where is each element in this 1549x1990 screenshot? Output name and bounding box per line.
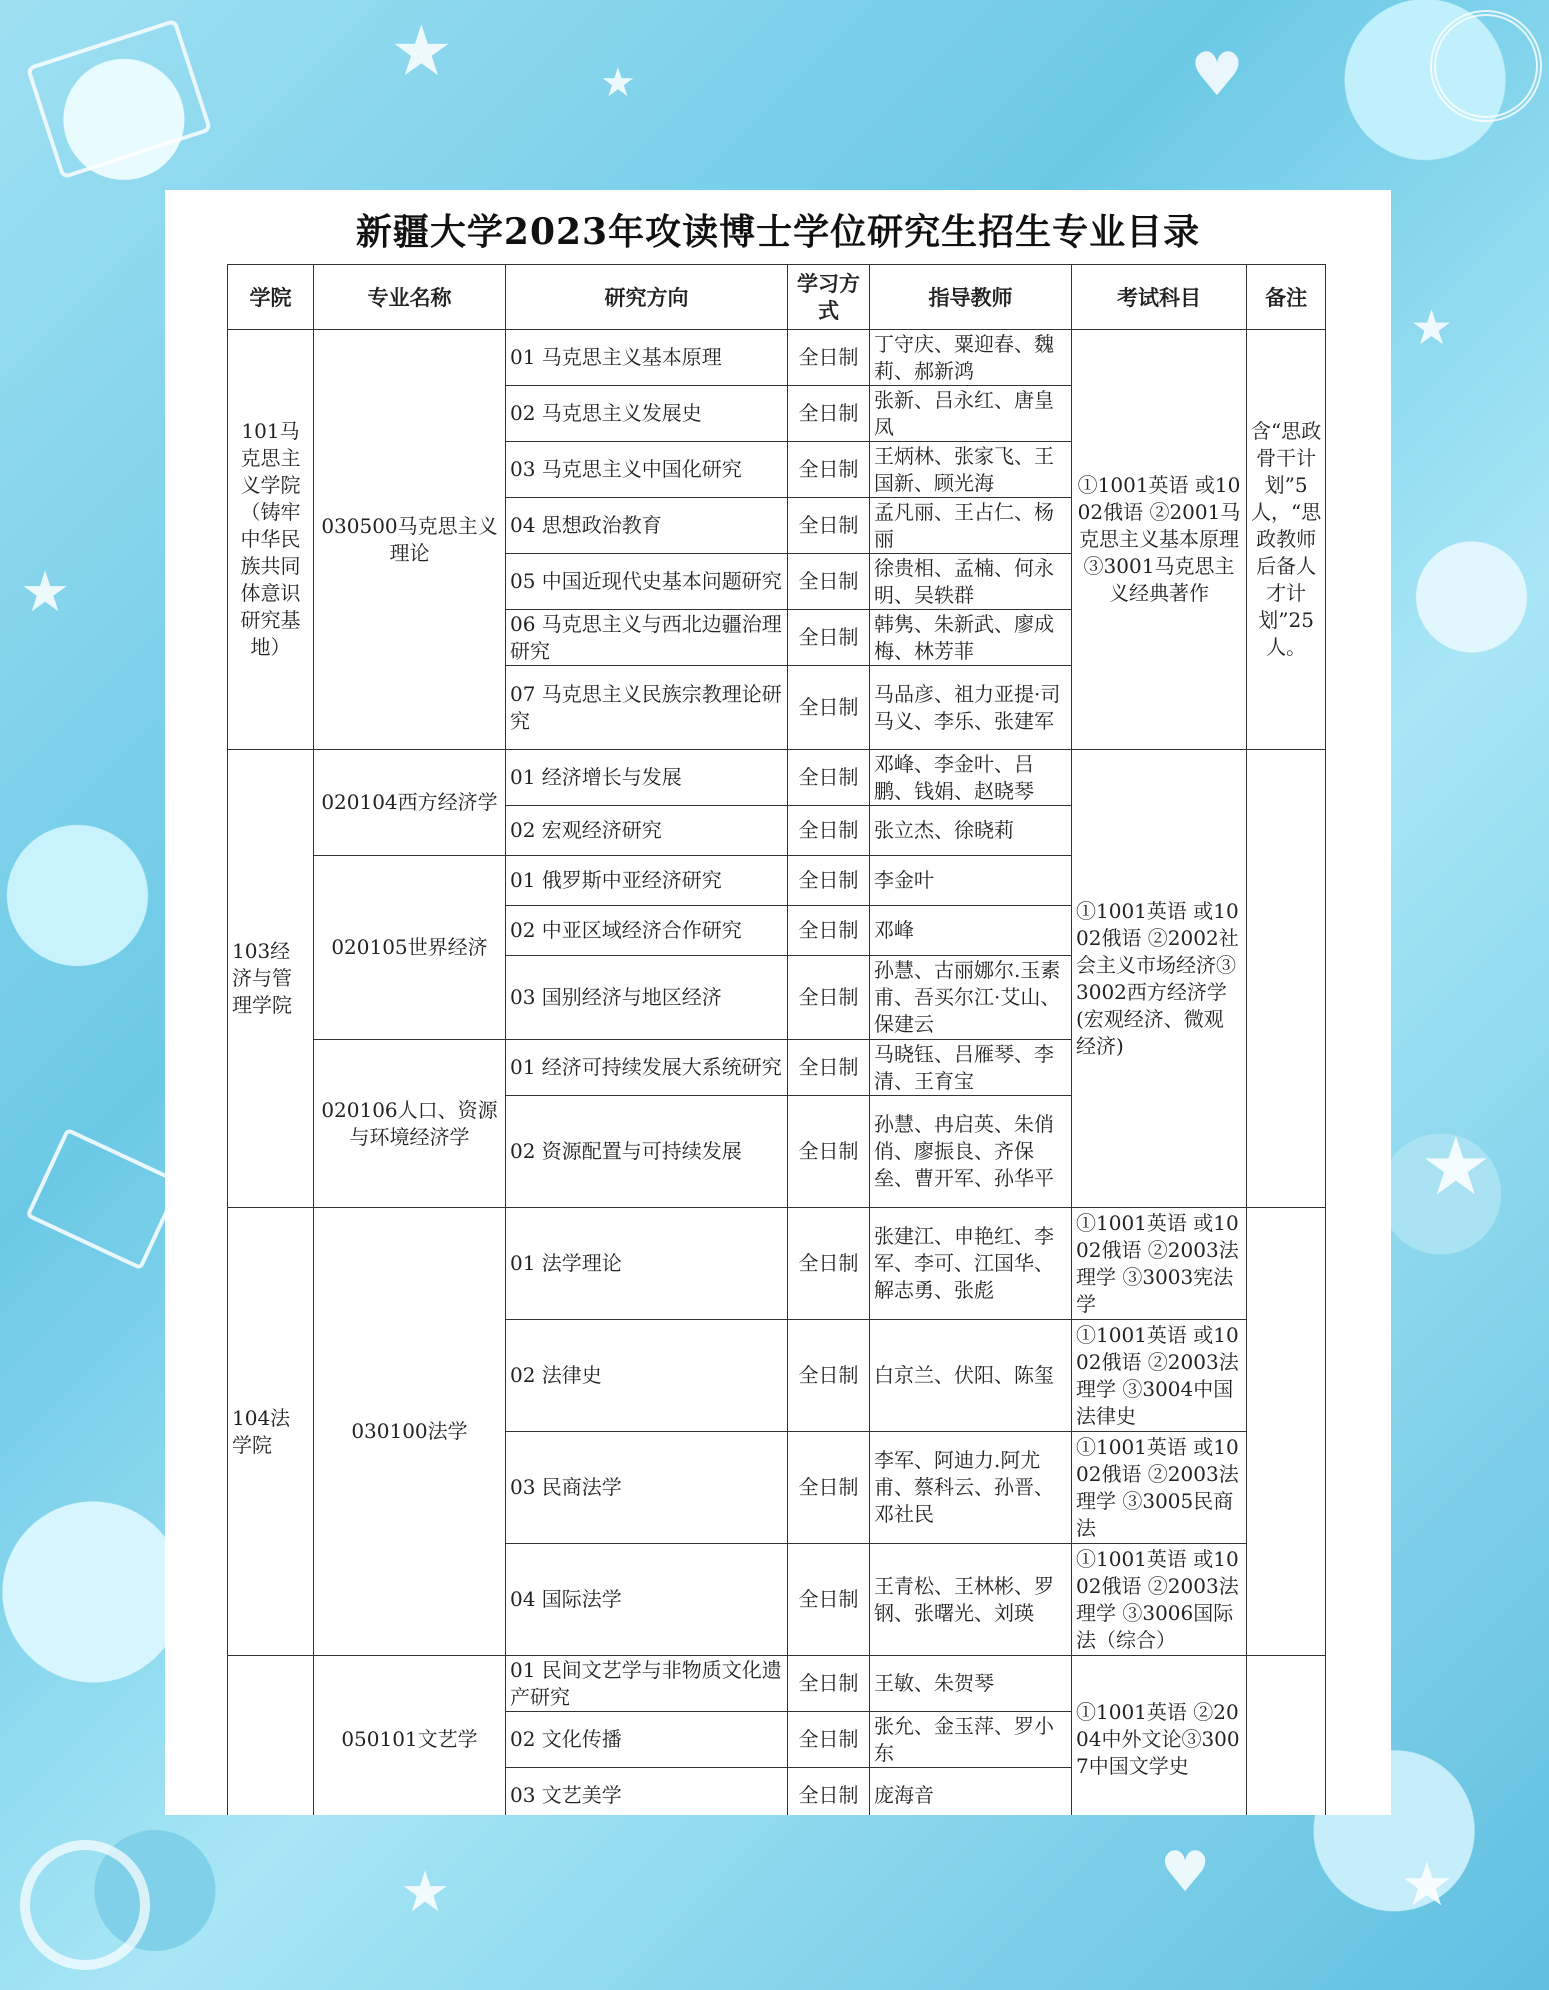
mode-cell: 全日制 (788, 856, 870, 906)
direction-cell: 02 中亚区域经济合作研究 (506, 906, 788, 956)
remark-cell (1247, 750, 1326, 1208)
direction-cell: 02 宏观经济研究 (506, 806, 788, 856)
col-header-mode: 学习方式 (788, 265, 870, 330)
exam-cell: ①1001英语 或1002俄语 ②2003法理学 ③3004中国法律史 (1072, 1320, 1247, 1432)
mode-cell: 全日制 (788, 750, 870, 806)
advisors-cell: 王青松、王林彬、罗钢、张曙光、刘瑛 (870, 1544, 1072, 1656)
catalog-table (227, 264, 1326, 1815)
major-cell: 050101文艺学 (314, 1656, 506, 1816)
envelope-icon (26, 18, 213, 179)
direction-cell: 02 文化传播 (506, 1712, 788, 1768)
major-cell: 020106人口、资源与环境经济学 (314, 1040, 506, 1208)
heart-icon: ♥ (1160, 1840, 1211, 1905)
col-header-direction: 研究方向 (506, 265, 788, 330)
advisors-cell: 庞海音 (870, 1768, 1072, 1816)
mode-cell: 全日制 (788, 442, 870, 498)
mode-cell: 全日制 (788, 666, 870, 750)
mode-cell: 全日制 (788, 1656, 870, 1712)
advisors-cell: 孙慧、古丽娜尔.玉素甫、吾买尔江·艾山、保建云 (870, 956, 1072, 1040)
major-cell: 030100法学 (314, 1208, 506, 1656)
advisors-cell: 李金叶 (870, 856, 1072, 906)
direction-cell: 04 思想政治教育 (506, 498, 788, 554)
col-header-remark: 备注 (1247, 265, 1326, 330)
table-row (228, 1656, 1326, 1712)
mode-cell: 全日制 (788, 1432, 870, 1544)
direction-cell: 07 马克思主义民族宗教理论研究 (506, 666, 788, 750)
direction-cell: 03 民商法学 (506, 1432, 788, 1544)
col-header-major: 专业名称 (314, 265, 506, 330)
advisors-cell: 马品彦、祖力亚提·司马义、李乐、张建军 (870, 666, 1072, 750)
col-header-college: 学院 (228, 265, 314, 330)
star-icon: ★ (600, 60, 636, 106)
major-cell: 030500马克思主义理论 (314, 330, 506, 750)
direction-cell: 02 马克思主义发展史 (506, 386, 788, 442)
table-row (228, 1208, 1326, 1320)
advisors-cell: 张新、吕永红、唐皇凤 (870, 386, 1072, 442)
star-icon: ★ (390, 10, 453, 92)
exam-cell: ①1001英语 或1002俄语 ②2002社会主义市场经济③3002西方经济学(宏观经济、微观经济) (1072, 750, 1247, 1208)
remark-cell (1247, 1208, 1326, 1656)
advisors-cell: 韩隽、朱新武、廖成梅、林芳菲 (870, 610, 1072, 666)
remark-cell: 含“思政骨干计划”5人，“思政教师后备人才计划”25人。 (1247, 330, 1326, 750)
exam-cell: ①1001英语 或1002俄语 ②2003法理学 ③3005民商法 (1072, 1432, 1247, 1544)
mode-cell: 全日制 (788, 1320, 870, 1432)
advisors-cell: 徐贵相、孟楠、何永明、吴轶群 (870, 554, 1072, 610)
mode-cell: 全日制 (788, 1544, 870, 1656)
direction-cell: 02 资源配置与可持续发展 (506, 1096, 788, 1208)
mode-cell: 全日制 (788, 386, 870, 442)
document-title: 新疆大学2023年攻读博士学位研究生招生专业目录 (355, 211, 1201, 253)
advisors-cell: 李军、阿迪力.阿尤甫、蔡科云、孙晋、邓社民 (870, 1432, 1072, 1544)
exam-cell: ①1001英语 或1002俄语 ②2003法理学 ③3006国际法（综合） (1072, 1544, 1247, 1656)
envelope-icon (25, 1128, 182, 1271)
mode-cell: 全日制 (788, 498, 870, 554)
table-row (228, 330, 1326, 386)
direction-cell: 01 俄罗斯中亚经济研究 (506, 856, 788, 906)
advisors-cell: 丁守庆、粟迎春、魏莉、郝新鸿 (870, 330, 1072, 386)
advisors-cell: 张建江、申艳红、李军、李可、江国华、解志勇、张彪 (870, 1208, 1072, 1320)
advisors-cell: 孙慧、冉启英、朱俏俏、廖振良、齐保垒、曹开军、孙华平 (870, 1096, 1072, 1208)
advisors-cell: 王炳林、张家飞、王国新、顾光海 (870, 442, 1072, 498)
exam-cell: ①1001英语 或1002俄语 ②2001马克思主义基本原理③3001马克思主义经典著作 (1072, 330, 1247, 750)
advisors-cell: 王敏、朱贺琴 (870, 1656, 1072, 1712)
advisors-cell: 马晓钰、吕雁琴、李清、王育宝 (870, 1040, 1072, 1096)
major-cell: 020104西方经济学 (314, 750, 506, 856)
exam-cell: ①1001英语 或1002俄语 ②2003法理学 ③3003宪法学 (1072, 1208, 1247, 1320)
mode-cell: 全日制 (788, 806, 870, 856)
mode-cell: 全日制 (788, 610, 870, 666)
star-icon: ★ (1410, 300, 1454, 356)
direction-cell: 03 国别经济与地区经济 (506, 956, 788, 1040)
mode-cell: 全日制 (788, 1768, 870, 1816)
star-icon: ★ (1400, 1850, 1454, 1920)
advisors-cell: 张立杰、徐晓莉 (870, 806, 1072, 856)
direction-cell: 03 马克思主义中国化研究 (506, 442, 788, 498)
star-icon: ★ (1420, 1120, 1492, 1213)
direction-cell: 01 马克思主义基本原理 (506, 330, 788, 386)
advisors-cell: 邓峰 (870, 906, 1072, 956)
direction-cell: 01 民间文艺学与非物质文化遗产研究 (506, 1656, 788, 1712)
table-header-row (228, 265, 1326, 330)
advisors-cell: 张允、金玉萍、罗小东 (870, 1712, 1072, 1768)
star-icon: ★ (20, 560, 71, 625)
swirl-icon (20, 1840, 150, 1970)
college-cell: 101马克思主义学院（铸牢中华民族共同体意识研究基地） (228, 330, 314, 750)
direction-cell: 01 经济增长与发展 (506, 750, 788, 806)
major-cell: 020105世界经济 (314, 856, 506, 1040)
col-header-exam: 考试科目 (1072, 265, 1247, 330)
college-cell: 103经济与管理学院 (228, 750, 314, 1208)
direction-cell: 01 法学理论 (506, 1208, 788, 1320)
mode-cell: 全日制 (788, 1040, 870, 1096)
catalog-document (165, 190, 1391, 1815)
mode-cell: 全日制 (788, 1096, 870, 1208)
star-icon: ★ (400, 1860, 451, 1925)
swirl-icon (1430, 10, 1542, 122)
direction-cell: 01 经济可持续发展大系统研究 (506, 1040, 788, 1096)
mode-cell: 全日制 (788, 956, 870, 1040)
college-cell (228, 1656, 314, 1816)
remark-cell (1247, 1656, 1326, 1816)
direction-cell: 03 文艺美学 (506, 1768, 788, 1816)
direction-cell: 02 法律史 (506, 1320, 788, 1432)
table-row (228, 750, 1326, 806)
mode-cell: 全日制 (788, 330, 870, 386)
mode-cell: 全日制 (788, 1208, 870, 1320)
col-header-advisors: 指导教师 (870, 265, 1072, 330)
advisors-cell: 邓峰、李金叶、吕鹏、钱娟、赵晓琴 (870, 750, 1072, 806)
exam-cell: ①1001英语 ②2004中外文论③3007中国文学史 (1072, 1656, 1247, 1816)
direction-cell: 04 国际法学 (506, 1544, 788, 1656)
advisors-cell: 孟凡丽、王占仁、杨丽 (870, 498, 1072, 554)
advisors-cell: 白京兰、伏阳、陈玺 (870, 1320, 1072, 1432)
mode-cell: 全日制 (788, 554, 870, 610)
mode-cell: 全日制 (788, 906, 870, 956)
direction-cell: 05 中国近现代史基本问题研究 (506, 554, 788, 610)
heart-icon: ♥ (1190, 40, 1244, 110)
direction-cell: 06 马克思主义与西北边疆治理研究 (506, 610, 788, 666)
college-cell: 104法学院 (228, 1208, 314, 1656)
mode-cell: 全日制 (788, 1712, 870, 1768)
